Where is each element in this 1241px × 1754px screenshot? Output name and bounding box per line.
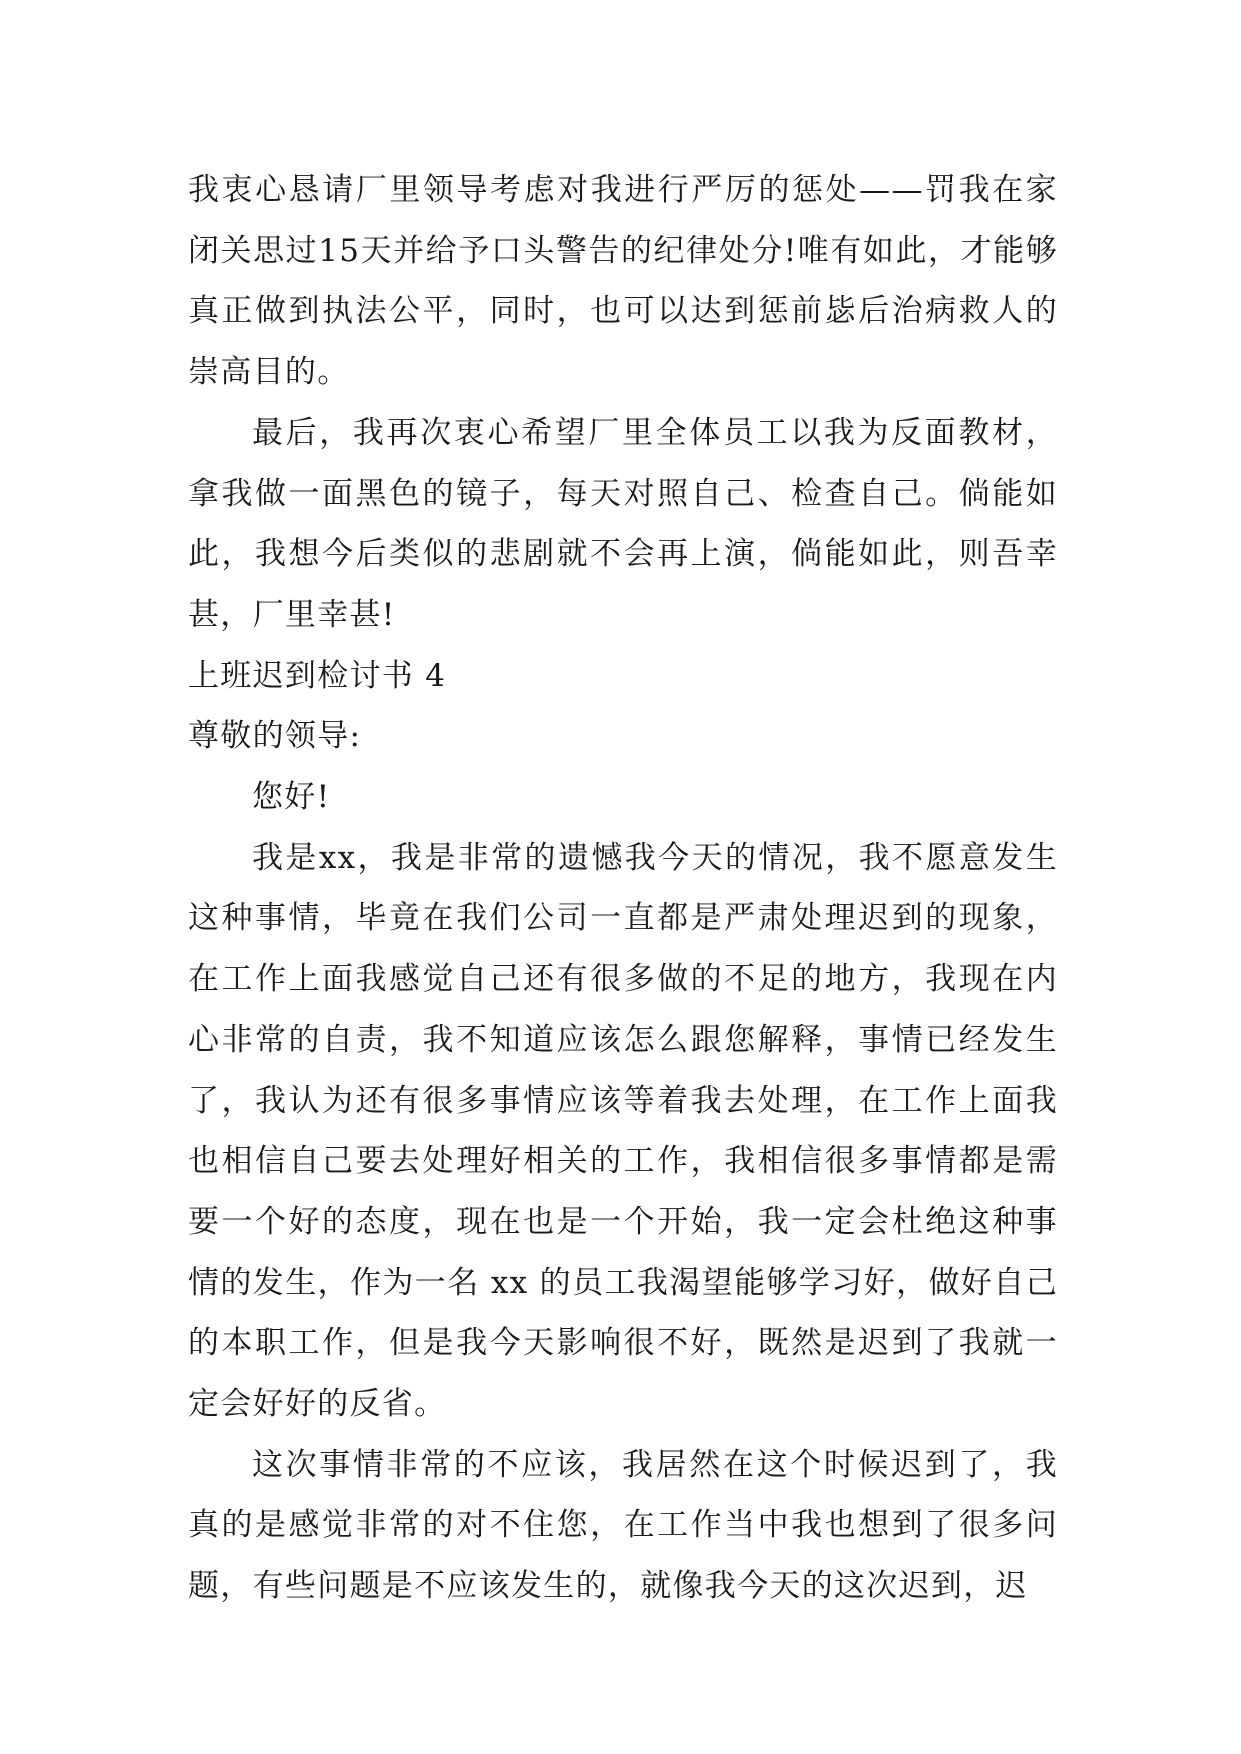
section-title: 上班迟到检讨书 4 (188, 657, 447, 694)
salutation: 尊敬的领导: (188, 718, 362, 755)
document-body (188, 160, 1058, 1617)
greeting: 您好! (252, 779, 331, 816)
paragraph-self-introduction: 我是xx，我是非常的遗憾我今天的情况，我不愿意发生这种事情，毕竟在我们公司一直都是严肃处理迟到的现象，在工作上面我感觉自己还有很多做的不足的地方，我现在内心非常的自责，我不知道应该怎么跟您解释，事情已经发生了，我认为还有很多事情应该等着我去处理，在工作上面我也相信自己要去处理好相关的工作，我相信很多事情都是需要一个好的态度，现在也是一个开始，我一定会杜绝这种事情的发生，作为一名 xx 的员工我渴望能够学习好，做好自己的本职工作，但是我今天影响很不好，既然是迟到了我就一定会好好的反省。 (188, 839, 1058, 1423)
paragraph-punishment-request: 我衷心恳请厂里领导考虑对我进行严厉的惩处——罚我在家闭关思过15天并给予口头警告的纪律处分!唯有如此，才能够真正做到执法公平，同时，也可以达到惩前毖后治病救人的崇高目的。 (188, 172, 1058, 391)
paragraph-conclusion: 最后，我再次衷心希望厂里全体员工以我为反面教材，拿我做一面黑色的镜子，每天对照自己、检查自己。倘能如此，我想今后类似的悲剧就不会再上演，倘能如此，则吾幸甚，厂里幸甚! (188, 414, 1058, 633)
paragraph-apology: 这次事情非常的不应该，我居然在这个时候迟到了，我真的是感觉非常的对不住您，在工作当中我也想到了很多问题，有些问题是不应该发生的，就像我今天的这次迟到，迟 (188, 1446, 1058, 1605)
